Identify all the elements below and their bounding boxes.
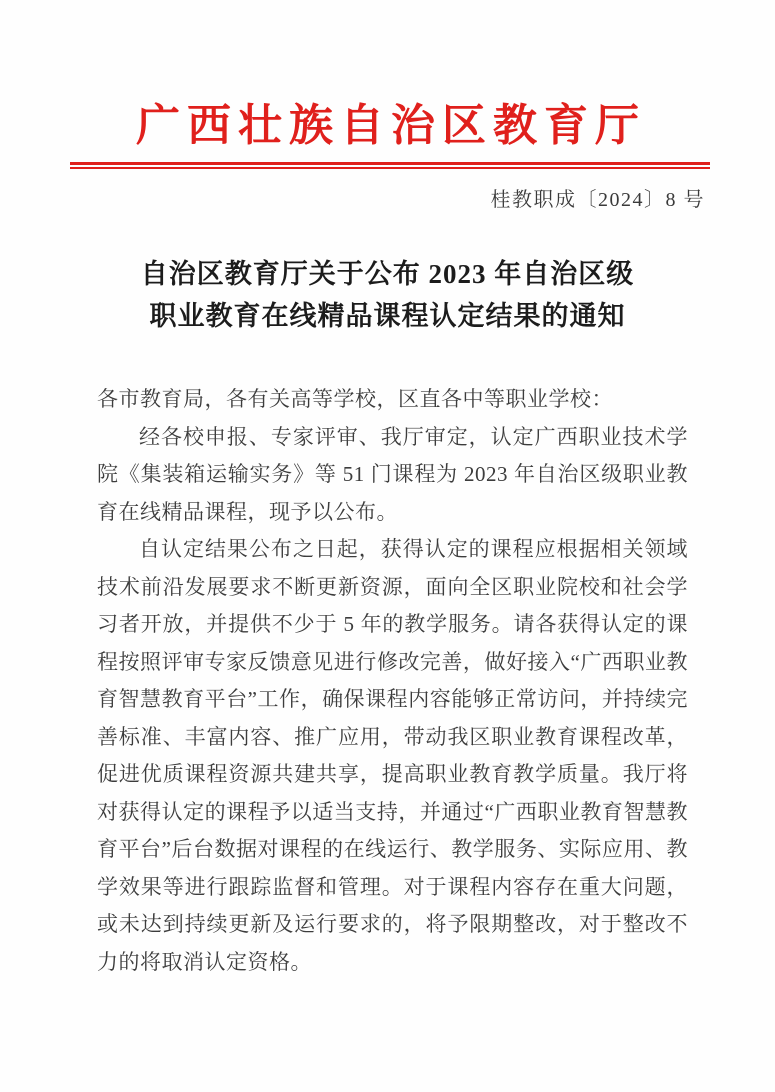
agency-letterhead-title: 广西壮族自治区教育厅 <box>136 101 646 150</box>
notice-title-line1: 自治区教育厅关于公布 2023 年自治区级 <box>140 259 635 289</box>
letterhead-divider <box>70 162 710 169</box>
notice-body <box>97 381 688 981</box>
divider-thin-line <box>70 167 710 169</box>
salutation: 各市教育局，各有关高等学校，区直各中等职业学校： <box>97 387 613 411</box>
paragraph-announcement: 经各校申报、专家评审、我厅审定，认定广西职业技术学院《集装箱运输实务》等 51 门课程为 2023 年自治区级职业教育在线精品课程，现予以公布。 <box>97 424 688 524</box>
notice-title-line2: 职业教育在线精品课程认定结果的通知 <box>149 301 626 331</box>
paragraph-requirements: 自认定结果公布之日起，获得认定的课程应根据相关领域技术前沿发展要求不断更新资源，面向全区职业院校和社会学习者开放，并提供不少于 5 年的教学服务。请各获得认定的课程按照评审专家反馈意见进行修改完善，做好接入“广西职业教育智慧教育平台”工作，确保课程内容能够正常访问，并持续完善标准、丰富内容、推广应用，带动我区职业教育课程改革，促进优质课程资源共建共享，提高职业教育教学质量。我厅将对获得认定的课程予以适当支持，并通过“广西职业教育智慧教育平台”后台数据对课程的在线运行、教学服务、实际应用、教学效果等进行跟踪监督和管理。对于课程内容存在重大问题，或未达到持续更新及运行要求的，将予限期整改，对于整改不力的将取消认定资格。 <box>97 537 688 974</box>
notice-title <box>0 253 775 337</box>
document-number: 桂教职成〔2024〕8 号 <box>490 189 705 211</box>
